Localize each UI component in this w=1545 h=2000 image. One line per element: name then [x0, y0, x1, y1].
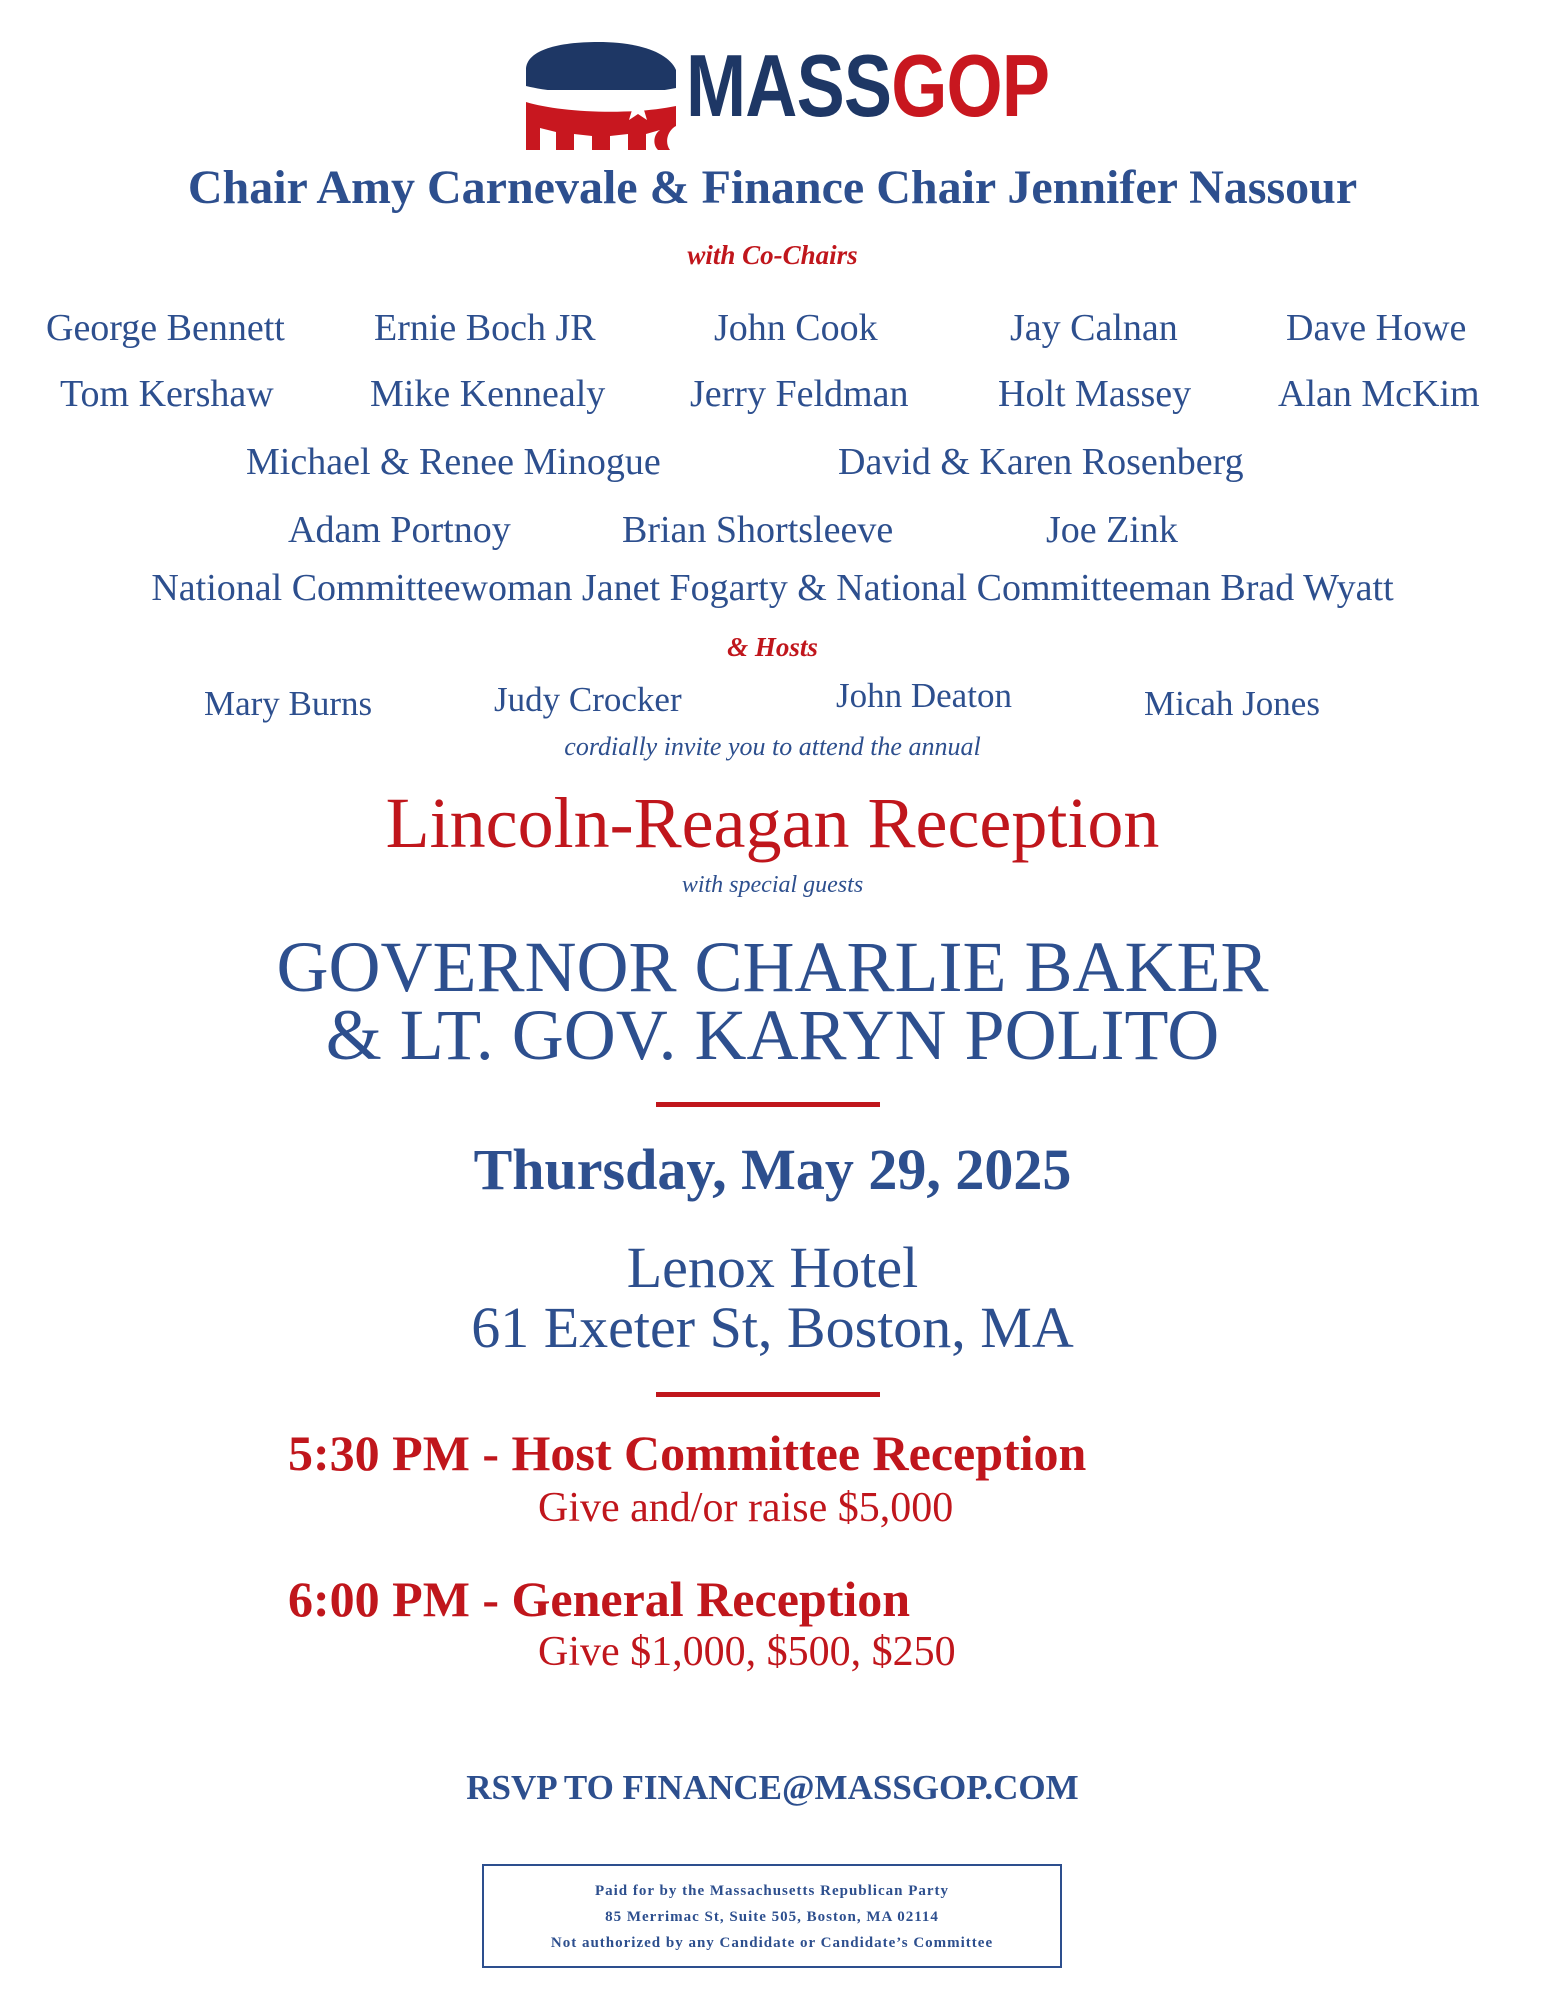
co-chair-name: Brian Shortsleeve — [622, 509, 894, 551]
event-name: Lincoln-Reagan Reception — [385, 783, 1160, 863]
chairs-line: Chair Amy Carnevale & Finance Chair Jennifer Nassour — [187, 161, 1358, 214]
disclaimer-line: Paid for by the Massachusetts Republican Party — [594, 1883, 950, 1899]
rsvp-line: RSVP TO FINANCE@MASSGOP.COM — [466, 1768, 1079, 1807]
co-chair-name: Adam Portnoy — [288, 509, 511, 551]
invite-line: cordially invite you to attend the annual — [564, 732, 981, 761]
paid-for-disclaimer — [482, 1864, 1062, 1968]
host-name: Judy Crocker — [494, 680, 682, 719]
host-name: Micah Jones — [1144, 684, 1320, 723]
co-chair-name: Mike Kennealy — [370, 373, 606, 415]
co-chair-name: George Bennett — [46, 307, 285, 349]
massgop-logo — [518, 36, 1050, 156]
hosts-heading: & Hosts — [727, 632, 818, 662]
co-chair-name: Holt Massey — [998, 373, 1192, 415]
co-chair-name: Ernie Boch JR — [374, 307, 596, 349]
logo-wordmark — [686, 36, 1050, 135]
disclaimer-line: 85 Merrimac St, Suite 505, Boston, MA 02114 — [605, 1909, 939, 1925]
co-chair-name: Michael & Renee Minogue — [246, 441, 661, 483]
co-chairs-heading: with Co-Chairs — [687, 240, 858, 270]
co-chair-name: Tom Kershaw — [60, 373, 274, 415]
venue-address: 61 Exeter St, Boston, MA — [471, 1295, 1074, 1360]
logo-word-mass: MASS — [686, 36, 892, 135]
co-chair-name: Joe Zink — [1046, 509, 1178, 551]
divider-top — [656, 1102, 880, 1107]
co-chair-name: Alan McKim — [1278, 373, 1480, 415]
event-date: Thursday, May 29, 2025 — [473, 1137, 1072, 1202]
special-guest-governor: GOVERNOR CHARLIE BAKER — [276, 927, 1269, 1007]
co-chair-name: David & Karen Rosenberg — [838, 441, 1244, 483]
disclaimer-line: Not authorized by any Candidate or Candidate’s Committee — [550, 1935, 994, 1951]
divider-bottom — [656, 1392, 880, 1397]
tier-amount-general: Give $1,000, $500, $250 — [538, 1629, 956, 1675]
tier-title-host-committee: 5:30 PM - Host Committee Reception — [288, 1425, 1087, 1481]
host-name: John Deaton — [836, 676, 1012, 715]
special-guest-lt-governor: & LT. GOV. KARYN POLITO — [325, 995, 1220, 1075]
co-chair-name: Jay Calnan — [1010, 307, 1178, 349]
co-chair-name: John Cook — [714, 307, 878, 349]
logo-word-gop: GOP — [891, 36, 1050, 135]
special-guests-line: with special guests — [681, 872, 864, 898]
co-chair-name: Jerry Feldman — [690, 373, 909, 415]
elephant-icon — [518, 38, 678, 156]
tier-amount-host-committee: Give and/or raise $5,000 — [538, 1485, 954, 1531]
tier-title-general: 6:00 PM - General Reception — [288, 1571, 911, 1627]
co-chair-name: Dave Howe — [1286, 307, 1467, 349]
host-name: Mary Burns — [204, 684, 373, 723]
national-committee-line: National Committeewoman Janet Fogarty & National Committeeman Brad Wyatt — [151, 567, 1394, 609]
venue-name: Lenox Hotel — [626, 1235, 919, 1300]
